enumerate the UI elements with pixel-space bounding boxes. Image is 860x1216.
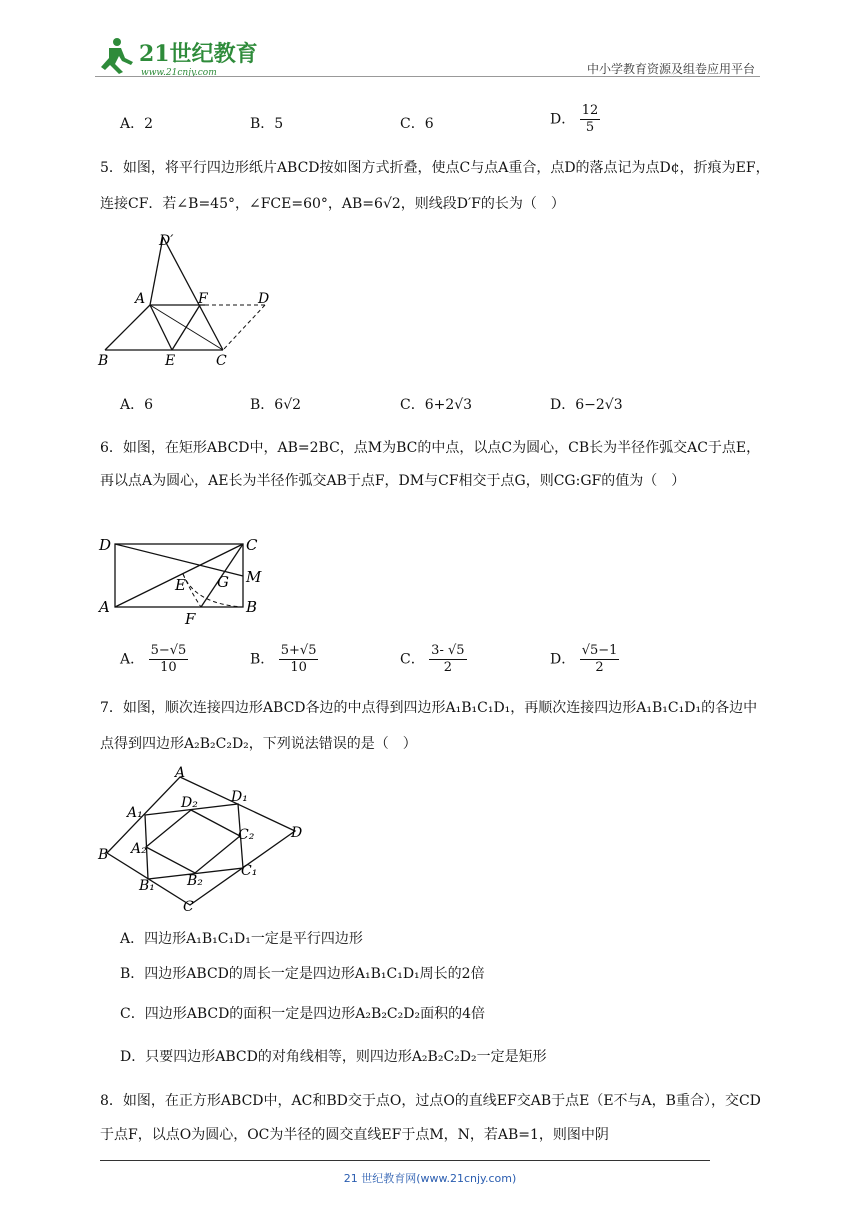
q6-option-b [250,643,318,676]
header-divider [95,76,760,77]
q7-question-text: 7．如图，顺次连接四边形ABCD各边的中点得到四边形A₁B₁C₁D₁，再顺次连接四边形A₁B₁C₁D₁的各边中点得到四边形A₂B₂C₂D₂，下列说法错误的是（ ） [100,700,758,752]
q5-option-a: A．6 [120,397,154,413]
fraction-denominator: 2 [595,660,604,675]
label-dprime: D′ [159,233,174,249]
option-prefix: B． [250,651,275,668]
label-e: E [165,353,176,369]
q4-option-b: B．5 [250,116,284,132]
label-f: F [198,291,208,307]
label-c: C [246,536,258,554]
q5-option-c: C．6+2√3 [400,397,473,413]
q6-option-c [400,643,467,676]
label-d2: D₂ [181,795,198,811]
label-a: A [175,765,186,781]
label-c2: C₂ [238,827,255,843]
label-a: A [99,598,110,616]
label-b: B [246,598,258,616]
fraction-denominator: 10 [290,660,307,675]
label-g: G [217,573,229,591]
option-prefix: D． [550,651,576,668]
fraction-numerator: 5+√5 [280,643,317,658]
label-a2: A₂ [131,841,147,857]
fraction-denominator: 5 [585,120,595,135]
q5-question-text: 5．如图，将平行四边形纸片ABCD按如图方式折叠，使点C与点A重合，点D的落点记为点D¢，折痕为EF，连接CF．若∠B=45°，∠FCE=60°，AB=6√2，则线段D′F的长为（ ） [100,160,770,212]
q7-option-a: A．四边形A₁B₁C₁D₁一定是平行四边形 [120,931,363,947]
label-d: D [258,291,270,307]
footer-text: 21 世纪教育网(www.21cnjy.com) [343,1172,517,1185]
label-b: B [98,353,109,369]
q6-option-d [550,643,619,676]
label-b1: B₁ [139,878,155,894]
fraction-numerator: 5−√5 [150,643,187,658]
label-a: A [135,291,146,307]
q6-figure [95,532,275,631]
label-b: B [98,847,109,863]
option-prefix: C． [400,651,425,668]
site-logo [95,34,265,80]
label-m: M [246,568,262,586]
header-platform-text: 中小学教育资源及组卷应用平台 [586,62,755,76]
label-c: C [216,353,227,369]
q7-option-c: C．四边形ABCD的面积一定是四边形A₂B₂C₂D₂面积的4倍 [120,1006,485,1022]
label-f: F [185,610,196,627]
q4-option-c: C．6 [400,116,434,132]
fraction-numerator: √5−1 [581,643,618,658]
label-c: C [183,899,194,915]
q4-option-d-fraction [580,103,601,136]
q4-option-a: A．2 [120,116,154,132]
logo-text: 21世纪教育 [139,41,258,67]
label-b2: B₂ [187,873,203,889]
label-c1: C₁ [241,863,258,879]
fraction-numerator: 3- √5 [431,643,465,658]
option-prefix: A． [120,651,145,668]
q5-option-d: D．6−2√3 [550,397,623,413]
q7-option-d: D．只要四边形ABCD的对角线相等，则四边形A₂B₂C₂D₂一定是矩形 [120,1049,547,1065]
q6-option-c-fraction [429,643,466,676]
logo-url: www.21cnjy.com [141,68,217,78]
q4-option-d-prefix: D． [550,111,576,128]
label-a1: A₁ [127,805,143,821]
q5-option-b: B．6√2 [250,397,302,413]
fraction-numerator: 12 [581,103,599,118]
label-d1: D₁ [231,789,248,805]
q6-option-b-fraction [279,643,319,676]
q6-option-a-fraction [149,643,189,676]
runner-icon [101,38,133,74]
q6-question-text: 6．如图，在矩形ABCD中，AB=2BC，点M为BC的中点，以点C为圆心，CB长为半径作弧交AC于点E，再以点A为圆心，AE长为半径作弧交AB于点F，DM与CF相交于点G，则CG:GF的值为（ ） [100,440,761,489]
fraction-denominator: 10 [160,660,177,675]
label-d: D [291,825,303,841]
q8-question-text: 8．如图，在正方形ABCD中，AC和BD交于点O，过点O的直线EF交AB于点E（E不与A，B重合），交CD于点F，以点O为圆心，OC为半径的圆交直线EF于点M，N，若AB=1，则图中阴 [100,1093,761,1143]
q4-option-d [550,103,600,136]
q6-option-a [120,643,188,676]
label-e: E [175,576,186,594]
label-d: D [99,536,112,554]
q7-figure [95,765,315,919]
fraction-denominator: 2 [443,660,452,675]
q5-figure [95,225,285,374]
footer-divider [100,1160,710,1161]
q7-option-b: B．四边形ABCD的周长一定是四边形A₁B₁C₁D₁周长的2倍 [120,966,485,982]
q6-option-d-fraction [580,643,620,676]
